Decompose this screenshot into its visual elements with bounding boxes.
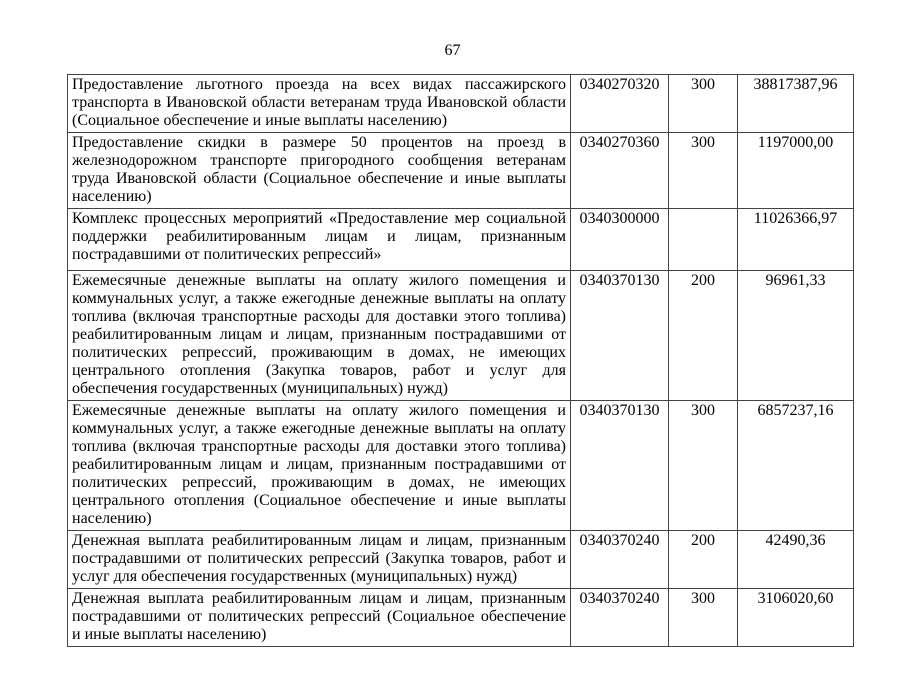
- cell-expense-type: [669, 209, 738, 271]
- cell-code: 0340270320: [571, 75, 669, 133]
- cell-amount: 96961,33: [738, 271, 854, 401]
- cell-description: Предоставление льготного проезда на всех видах пассажирского транспорта в Ивановской области ветеранам труда Ивановской области (Социальное обеспечение и иные выплаты населению): [68, 75, 571, 133]
- table-row: [68, 133, 854, 209]
- cell-description: Ежемесячные денежные выплаты на оплату жилого помещения и коммунальных услуг, а также ежегодные денежные выплаты на оплату топлива (включая транспортные расходы для доставки этого топлива) реабилитированным лицам и лицам, признанным пострадавшими от политических репрессий, проживающим в домах, не имеющих центрального отопления (Закупка товаров, работ и услуг для обеспечения государственных (муниципальных) нужд): [68, 271, 571, 401]
- table-row: [68, 271, 854, 401]
- cell-expense-type: 300: [669, 401, 738, 531]
- cell-code: 0340300000: [571, 209, 669, 271]
- table-row: [68, 209, 854, 271]
- cell-code: 0340370130: [571, 401, 669, 531]
- cell-amount: 1197000,00: [738, 133, 854, 209]
- cell-amount: 11026366,97: [738, 209, 854, 271]
- cell-amount: 42490,36: [738, 531, 854, 589]
- cell-code: 0340370130: [571, 271, 669, 401]
- cell-description: Денежная выплата реабилитированным лицам и лицам, признанным пострадавшими от политических репрессий (Закупка товаров, работ и услуг для обеспечения государственных (муниципальных) нужд): [68, 531, 571, 589]
- cell-description: Предоставление скидки в размере 50 процентов на проезд в железнодорожном транспорте пригородного сообщения ветеранам труда Ивановской области (Социальное обеспечение и иные выплаты населению): [68, 133, 571, 209]
- cell-expense-type: 300: [669, 589, 738, 647]
- budget-table-body: [68, 75, 854, 647]
- cell-amount: 6857237,16: [738, 401, 854, 531]
- cell-description: Денежная выплата реабилитированным лицам и лицам, признанным пострадавшими от политических репрессий (Социальное обеспечение и иные выплаты населению): [68, 589, 571, 647]
- budget-table: [67, 74, 854, 647]
- table-row: [68, 589, 854, 647]
- cell-expense-type: 300: [669, 133, 738, 209]
- cell-code: 0340370240: [571, 589, 669, 647]
- table-row: [68, 401, 854, 531]
- cell-description: Комплекс процессных мероприятий «Предоставление мер социальной поддержки реабилитированным лицам и лицам, признанным пострадавшими от политических репрессий»: [68, 209, 571, 271]
- cell-code: 0340270360: [571, 133, 669, 209]
- cell-code: 0340370240: [571, 531, 669, 589]
- table-row: [68, 75, 854, 133]
- cell-amount: 3106020,60: [738, 589, 854, 647]
- table-row: [68, 531, 854, 589]
- cell-expense-type: 200: [669, 271, 738, 401]
- cell-amount: 38817387,96: [738, 75, 854, 133]
- page-number: 67: [444, 42, 461, 59]
- cell-expense-type: 300: [669, 75, 738, 133]
- cell-description: Ежемесячные денежные выплаты на оплату жилого помещения и коммунальных услуг, а также ежегодные денежные выплаты на оплату топлива (включая транспортные расходы для доставки этого топлива) реабилитированным лицам и лицам, признанным пострадавшими от политических репрессий, проживающим в домах, не имеющих центрального отопления (Социальное обеспечение и иные выплаты населению): [68, 401, 571, 531]
- cell-expense-type: 200: [669, 531, 738, 589]
